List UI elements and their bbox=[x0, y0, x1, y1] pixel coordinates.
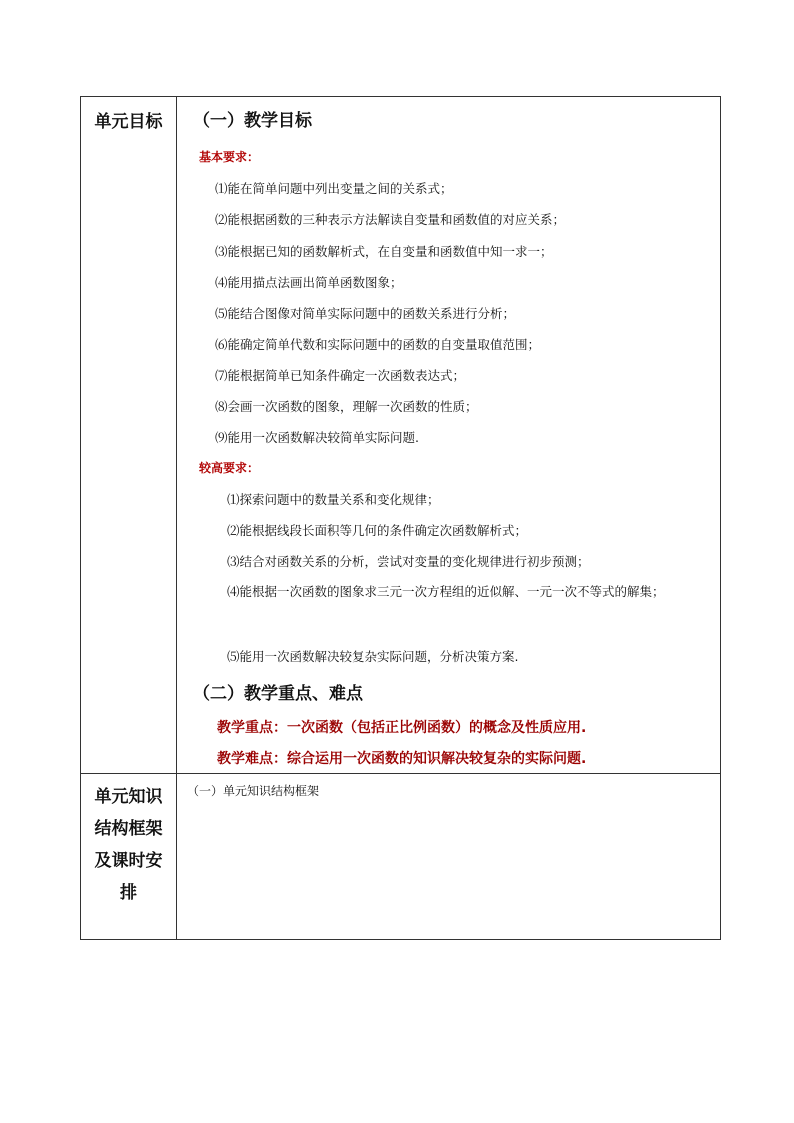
row-label-unit-goals: 单元目标 bbox=[94, 112, 163, 132]
row-label-line: 结构框架 bbox=[94, 819, 163, 839]
section-title-knowledge-framework: （一）单元知识结构框架 bbox=[187, 784, 320, 798]
advanced-requirements-label: 较高要求： bbox=[199, 461, 260, 475]
basic-item: ⑺能根据简单已知条件确定一次函数表达式； bbox=[215, 368, 466, 383]
basic-item: ⑷能用描点法画出简单函数图象； bbox=[215, 275, 403, 290]
row-label-line: 排 bbox=[120, 883, 137, 903]
advanced-item: ⑴探索问题中的数量关系和变化规律； bbox=[227, 492, 440, 507]
row-label-line: 单元知识 bbox=[94, 787, 163, 807]
column-divider bbox=[176, 97, 177, 939]
advanced-item: ⑶结合对函数关系的分析，尝试对变量的变化规律进行初步预测； bbox=[227, 554, 590, 569]
basic-item: ⑴能在简单问题中列出变量之间的关系式； bbox=[215, 181, 453, 196]
row-label-knowledge-structure bbox=[81, 781, 176, 909]
advanced-item: ⑵能根据线段长面积等几何的条件确定次函数解析式； bbox=[227, 523, 528, 538]
section-title-teaching-goals: （一）教学目标 bbox=[193, 111, 312, 131]
row-divider bbox=[81, 773, 720, 774]
basic-item: ⑻会画一次函数的图象，理解一次函数的性质； bbox=[215, 399, 478, 414]
basic-item: ⑸能结合图像对简单实际问题中的函数关系进行分析； bbox=[215, 306, 516, 321]
advanced-item: ⑸能用一次函数解决较复杂实际问题，分析决策方案. bbox=[227, 649, 519, 664]
difficult-point: 教学难点：综合运用一次函数的知识解决较复杂的实际问题. bbox=[217, 751, 587, 767]
row-label-line: 及课时安 bbox=[94, 851, 163, 871]
key-point: 教学重点：一次函数（包括正比例函数）的概念及性质应用. bbox=[217, 720, 587, 736]
unit-plan-table bbox=[80, 96, 721, 940]
advanced-item: ⑷能根据一次函数的图象求三元一次方程组的近似解、一元一次不等式的解集； bbox=[227, 584, 665, 599]
basic-requirements-label: 基本要求： bbox=[199, 150, 260, 164]
basic-item: ⑵能根据函数的三种表示方法解读自变量和函数值的对应关系； bbox=[215, 212, 566, 227]
basic-item: ⑼能用一次函数解决较简单实际问题. bbox=[215, 430, 419, 445]
section-title-key-difficult: （二）教学重点、难点 bbox=[193, 684, 363, 704]
basic-item: ⑹能确定简单代数和实际问题中的函数的自变量取值范围； bbox=[215, 337, 541, 352]
basic-item: ⑶能根据已知的函数解析式，在自变量和函数值中知一求一； bbox=[215, 244, 553, 259]
